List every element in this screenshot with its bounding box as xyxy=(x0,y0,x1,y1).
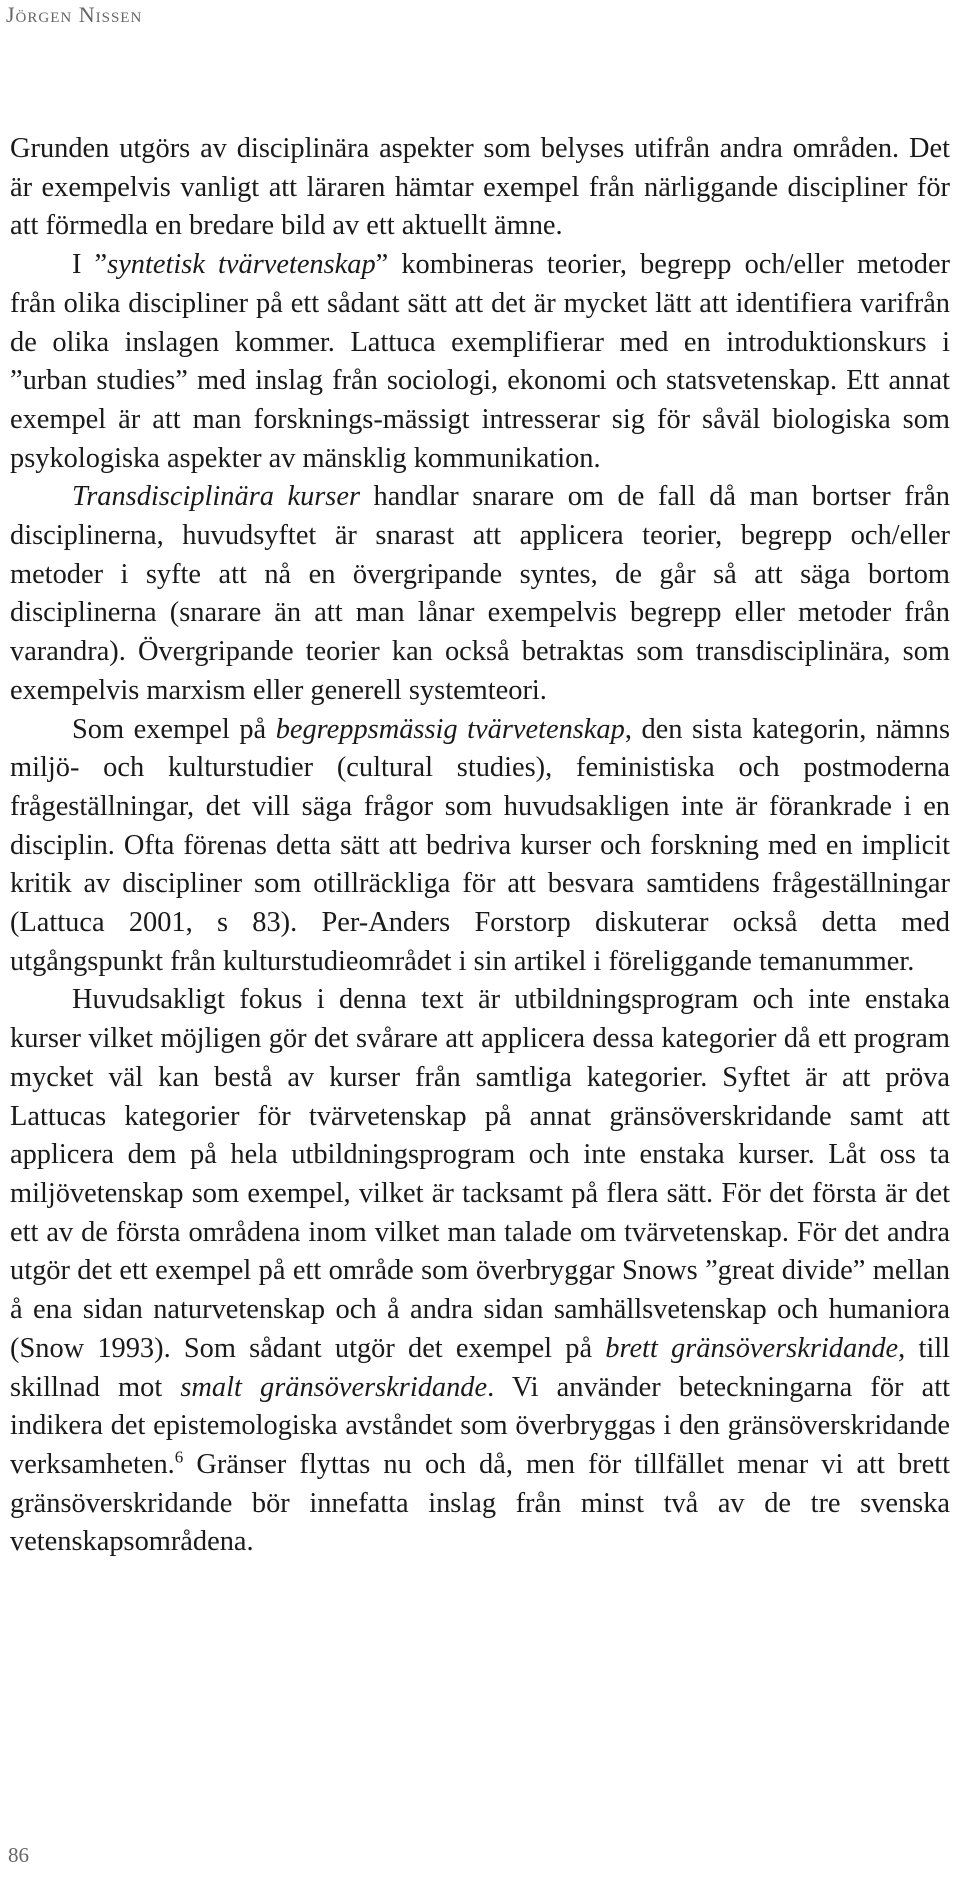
paragraph xyxy=(10,130,950,246)
text-run: , till skillnad mot xyxy=(10,1332,950,1403)
running-head: Jörgen Nissen xyxy=(6,2,143,27)
text-run: Som exempel på xyxy=(72,713,276,745)
text-run: . Vi använder beteckningarna för att indikera det epistemologiska avståndet som överbryggas i den gränsöverskridande verksamheten. xyxy=(10,1371,950,1480)
italic-term: Transdisciplinära kurser xyxy=(72,481,361,513)
text-run: Grunden utgörs av disciplinära aspekter som belyses utifrån andra områden. Det är exempelvis vanligt att läraren hämtar exempel från närliggande discipliner för att förmedla en bredare bild av ett aktuellt ämne. xyxy=(10,133,950,242)
italic-term: smalt gränsöverskridande xyxy=(180,1371,488,1403)
paragraph xyxy=(10,478,950,710)
text-run: ” kombineras teorier, begrepp och/eller metoder från olika discipliner på ett sådant sätt att det är mycket lätt att identifiera varifrån de olika inslagen kommer. Lattuca exemplifierar med en introduktionskurs i ”urban studies” med inslag från sociologi, ekonomi och statsvetenskap. Ett annat exempel är att man forsknings-mässigt intresserar sig för såväl biologiska som psykologiska aspekter av mänsklig kommunikation. xyxy=(10,249,950,474)
body-text xyxy=(10,130,950,1562)
paragraph xyxy=(10,981,950,1562)
text-run: Gränser flyttas nu och då, men för tillfället menar vi att brett gränsöverskridande bör innefatta inslag från minst två av de tre svenska vetenskapsområdena. xyxy=(10,1448,950,1558)
text-run: , den sista kategorin, nämns miljö- och kulturstudier (cultural studies), feministiska och postmoderna frågeställningar, det vill säga frågor som huvudsakligen inte är förankrade i en disciplin. Ofta förenas detta sätt att bedriva kurser och forskning med en implicit kritik av discipliner som otillräckliga för att besvara samtidens frågeställningar (Lattuca 2001, s 83). Per-Anders Forstorp diskuterar också detta med utgångspunkt från kulturstudieområdet i sin artikel i föreliggande temanummer. xyxy=(10,713,951,977)
paragraph xyxy=(10,246,950,478)
italic-term: brett gränsöverskridande xyxy=(605,1332,899,1364)
text-run: I ” xyxy=(72,249,108,281)
footnote-ref: 6 xyxy=(174,1447,184,1467)
paragraph xyxy=(10,711,950,982)
italic-term: syntetisk tvärvetenskap xyxy=(107,249,376,281)
text-run: Huvudsakligt fokus i denna text är utbildningsprogram och inte enstaka kurser vilket möjligen gör det svårare att applicera dessa kategorier då ett program mycket väl kan bestå av kurser från samtliga kategorier. Syftet är att pröva Lattucas kategorier för tvärvetenskap på annat gränsöverskridande samt att applicera dem på hela utbildningsprogram och inte enstaka kurser. Låt oss ta miljövetenskap som exempel, vilket är tacksamt på flera sätt. För det första är det ett av de första områdena inom vilket man talade om tvärvetenskap. För det andra utgör det ett exempel på ett område som överbryggar Snows ”great divide” mellan å ena sidan naturvetenskap och å andra sidan samhällsvetenskap och humaniora (Snow 1993). Som sådant utgör det exempel på xyxy=(10,984,950,1364)
page-number: 86 xyxy=(8,1843,29,1867)
text-run: handlar snarare om de fall då man bortser från disciplinerna, huvudsyftet är snarast att applicera teorier, begrepp och/eller metoder i syfte att nå en övergripande syntes, de går så att säga bortom disciplinerna (snarare än att man lånar exempelvis begrepp eller metoder från varandra). Övergripande teorier kan också betraktas som transdisciplinära, som exempelvis marxism eller generell systemteori. xyxy=(10,481,950,706)
italic-term: begreppsmässig tvärvetenskap xyxy=(275,713,625,745)
